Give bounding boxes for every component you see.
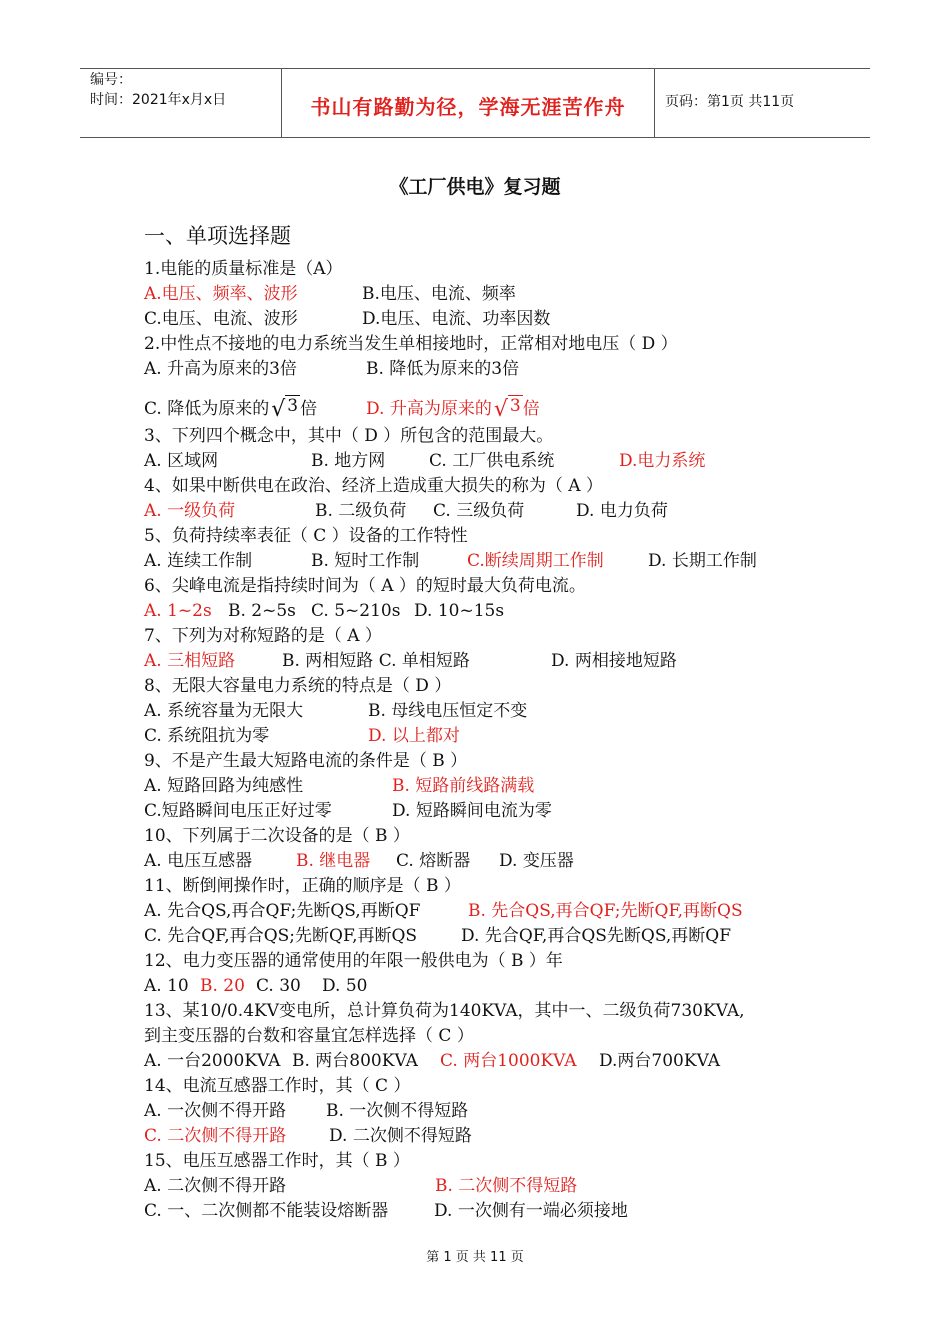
- question-stem: [144, 474, 824, 499]
- options-row: [144, 849, 824, 874]
- q5-option-b: B. 短时工作制: [311, 551, 420, 571]
- options-row: [144, 924, 824, 949]
- options-row: [144, 724, 824, 749]
- q2-option-d-suffix: 倍: [522, 399, 540, 419]
- question-list: [144, 257, 824, 1224]
- options-row: [144, 499, 824, 524]
- q10-option-d: D. 变压器: [499, 851, 574, 871]
- sqrt-symbol: √ 3: [271, 396, 299, 422]
- q11-option-a: A. 先合QS,再合QF;先断QS,再断QF: [144, 901, 421, 921]
- q3-option-a: A. 区域网: [144, 451, 219, 471]
- options-row: [144, 549, 824, 574]
- question-stem: [144, 824, 824, 849]
- q12-stem: 12、电力变压器的通常使用的年限一般供电为（ B ）年: [144, 951, 563, 971]
- q15-option-d: D. 一次侧有一端必须接地: [434, 1201, 628, 1221]
- q2-stem: 2.中性点不接地的电力系统当发生单相接地时，正常相对地电压（ D ）: [144, 334, 678, 354]
- q1-option-d: D.电压、电流、功率因数: [362, 309, 551, 329]
- q2-option-c-text: C. 降低为原来的: [144, 399, 270, 419]
- options-row: [144, 1174, 824, 1199]
- q9-option-c: C.短路瞬间电压正好过零: [144, 801, 332, 821]
- q8-option-a: A. 系统容量为无限大: [144, 701, 304, 721]
- options-row: [144, 1124, 824, 1149]
- header-page-info: 页码：第1页 共11页: [665, 94, 795, 110]
- sqrt-symbol: √ 3: [493, 396, 521, 422]
- question-stem: [144, 257, 824, 282]
- q15-option-b: B. 二次侧不得短路: [435, 1176, 578, 1196]
- options-row: [144, 799, 824, 824]
- options-row: [144, 382, 824, 424]
- q6-option-d: D. 10~15s: [414, 601, 505, 621]
- q14-option-c: C. 二次侧不得开路: [144, 1126, 287, 1146]
- q7-option-b: B. 两相短路 C. 单相短路: [282, 651, 470, 671]
- doc-time-label: 时间：2021年x月x日: [90, 92, 227, 108]
- question-stem: [144, 574, 824, 599]
- q1-option-b: B.电压、电流、频率: [362, 284, 516, 304]
- options-row: [144, 1049, 824, 1074]
- sqrt-number: 3: [287, 396, 299, 416]
- section-heading: 一、单项选择题: [144, 224, 291, 248]
- q3-option-d: D.电力系统: [619, 451, 706, 471]
- q12-option-d: D. 50: [322, 976, 368, 996]
- doc-number-label: 编号：: [90, 72, 132, 88]
- question-stem: [144, 674, 824, 699]
- options-row: [144, 307, 824, 332]
- header-info-cell: [80, 69, 280, 137]
- q10-option-b: B. 继电器: [296, 851, 371, 871]
- q14-option-a: A. 一次侧不得开路: [144, 1101, 287, 1121]
- q3-option-c: C. 工厂供电系统: [429, 451, 555, 471]
- options-row: [144, 974, 824, 999]
- q11-option-d: D. 先合QF,再合QS先断QS,再断QF: [461, 926, 732, 946]
- q8-option-c: C. 系统阻抗为零: [144, 726, 270, 746]
- q12-option-c: C. 30: [256, 976, 301, 996]
- q1-option-c: C.电压、电流、波形: [144, 309, 298, 329]
- q6-option-a: A. 1~2s: [144, 601, 212, 621]
- q2-option-b: B. 降低为原来的3倍: [366, 359, 520, 379]
- options-row: [144, 699, 824, 724]
- options-row: [144, 282, 824, 307]
- options-row: [144, 1099, 824, 1124]
- q2-option-d-text: D. 升高为原来的: [366, 399, 492, 419]
- question-stem: [144, 524, 824, 549]
- question-stem: [144, 949, 824, 974]
- q6-stem: 6、尖峰电流是指持续时间为（ A ）的短时最大负荷电流。: [144, 576, 586, 596]
- sqrt-number: 3: [509, 396, 521, 416]
- q11-option-c: C. 先合QF,再合QS;先断QF,再断QS: [144, 926, 418, 946]
- q10-stem: 10、下列属于二次设备的是（ B ）: [144, 826, 410, 846]
- q7-stem: 7、下列为对称短路的是（ A ）: [144, 626, 382, 646]
- q15-stem: 15、电压互感器工作时，其（ B ）: [144, 1151, 410, 1171]
- q14-option-b: B. 一次侧不得短路: [326, 1101, 469, 1121]
- options-row: [144, 649, 824, 674]
- options-row: [144, 599, 824, 624]
- question-stem: [144, 999, 824, 1024]
- q15-option-c: C. 一、二次侧都不能装设熔断器: [144, 1201, 389, 1221]
- q11-option-b: B. 先合QS,再合QF;先断QF,再断QS: [468, 901, 743, 921]
- q8-stem: 8、无限大容量电力系统的特点是（ D ）: [144, 676, 452, 696]
- header-motto-cell: [281, 69, 655, 137]
- q9-option-d: D. 短路瞬间电流为零: [392, 801, 552, 821]
- q4-stem: 4、如果中断供电在政治、经济上造成重大损失的称为（ A ）: [144, 476, 603, 496]
- q9-option-b: B. 短路前线路满载: [392, 776, 535, 796]
- options-row: [144, 899, 824, 924]
- options-row: [144, 1199, 824, 1224]
- header-page-cell: [655, 69, 870, 137]
- question-stem: [144, 749, 824, 774]
- q5-stem: 5、负荷持续率表征（ C ）设备的工作特性: [144, 526, 468, 546]
- q13-stem-line1: 13、某10/0.4KV变电所，总计算负荷为140KVA，其中一、二级负荷730KVA,: [144, 1001, 745, 1021]
- q9-option-a: A. 短路回路为纯感性: [144, 776, 304, 796]
- q5-option-d: D. 长期工作制: [648, 551, 757, 571]
- q6-option-c: C. 5~210s: [311, 601, 401, 621]
- q14-option-d: D. 二次侧不得短路: [329, 1126, 472, 1146]
- q5-option-a: A. 连续工作制: [144, 551, 253, 571]
- q15-option-a: A. 二次侧不得开路: [144, 1176, 287, 1196]
- q1-option-a: A.电压、频率、波形: [144, 284, 298, 304]
- q5-option-c: C.断续周期工作制: [467, 551, 604, 571]
- question-stem: [144, 624, 824, 649]
- question-stem: [144, 1024, 824, 1049]
- q7-option-a: A. 三相短路: [144, 651, 236, 671]
- q10-option-a: A. 电压互感器: [144, 851, 253, 871]
- question-stem: [144, 1149, 824, 1174]
- q8-option-b: B. 母线电压恒定不变: [368, 701, 528, 721]
- q12-option-b: B. 20: [200, 976, 245, 996]
- q9-stem: 9、不是产生最大短路电流的条件是（ B ）: [144, 751, 468, 771]
- q4-option-b: B. 二级负荷: [315, 501, 407, 521]
- q6-option-b: B. 2~5s: [228, 601, 296, 621]
- q2-option-a: A. 升高为原来的3倍: [144, 359, 297, 379]
- header-motto: 书山有路勤为径，学海无涯苦作舟: [310, 95, 626, 119]
- q10-option-c: C. 熔断器: [396, 851, 471, 871]
- q1-stem: 1.电能的质量标准是（A）: [144, 259, 343, 279]
- q13-option-c: C. 两台1000KVA: [440, 1051, 577, 1071]
- q4-option-a: A. 一级负荷: [144, 501, 236, 521]
- q3-stem: 3、下列四个概念中，其中（ D ）所包含的范围最大。: [144, 426, 554, 446]
- options-row: [144, 357, 824, 382]
- q13-stem-line2: 到主变压器的台数和容量宜怎样选择（ C ）: [144, 1026, 474, 1046]
- q4-option-c: C. 三级负荷: [433, 501, 525, 521]
- q7-option-d: D. 两相接地短路: [551, 651, 677, 671]
- question-stem: [144, 332, 824, 357]
- document-title: 《工厂供电》复习题: [389, 176, 561, 198]
- q8-option-d: D. 以上都对: [368, 726, 460, 746]
- q11-stem: 11、断倒闸操作时，正确的顺序是（ B ）: [144, 876, 461, 896]
- q2-option-c-suffix: 倍: [300, 399, 318, 419]
- options-row: [144, 449, 824, 474]
- question-stem: [144, 1074, 824, 1099]
- q13-option-a: A. 一台2000KVA: [144, 1051, 281, 1071]
- options-row: [144, 774, 824, 799]
- page-header: [80, 68, 870, 138]
- q14-stem: 14、电流互感器工作时，其（ C ）: [144, 1076, 411, 1096]
- q3-option-b: B. 地方网: [311, 451, 386, 471]
- q13-option-d: D.两台700KVA: [599, 1051, 720, 1071]
- q13-option-b: B. 两台800KVA: [292, 1051, 418, 1071]
- question-stem: [144, 874, 824, 899]
- q12-option-a: A. 10: [144, 976, 189, 996]
- page-footer: 第 1 页 共 11 页: [426, 1250, 524, 1265]
- q4-option-d: D. 电力负荷: [576, 501, 668, 521]
- question-stem: [144, 424, 824, 449]
